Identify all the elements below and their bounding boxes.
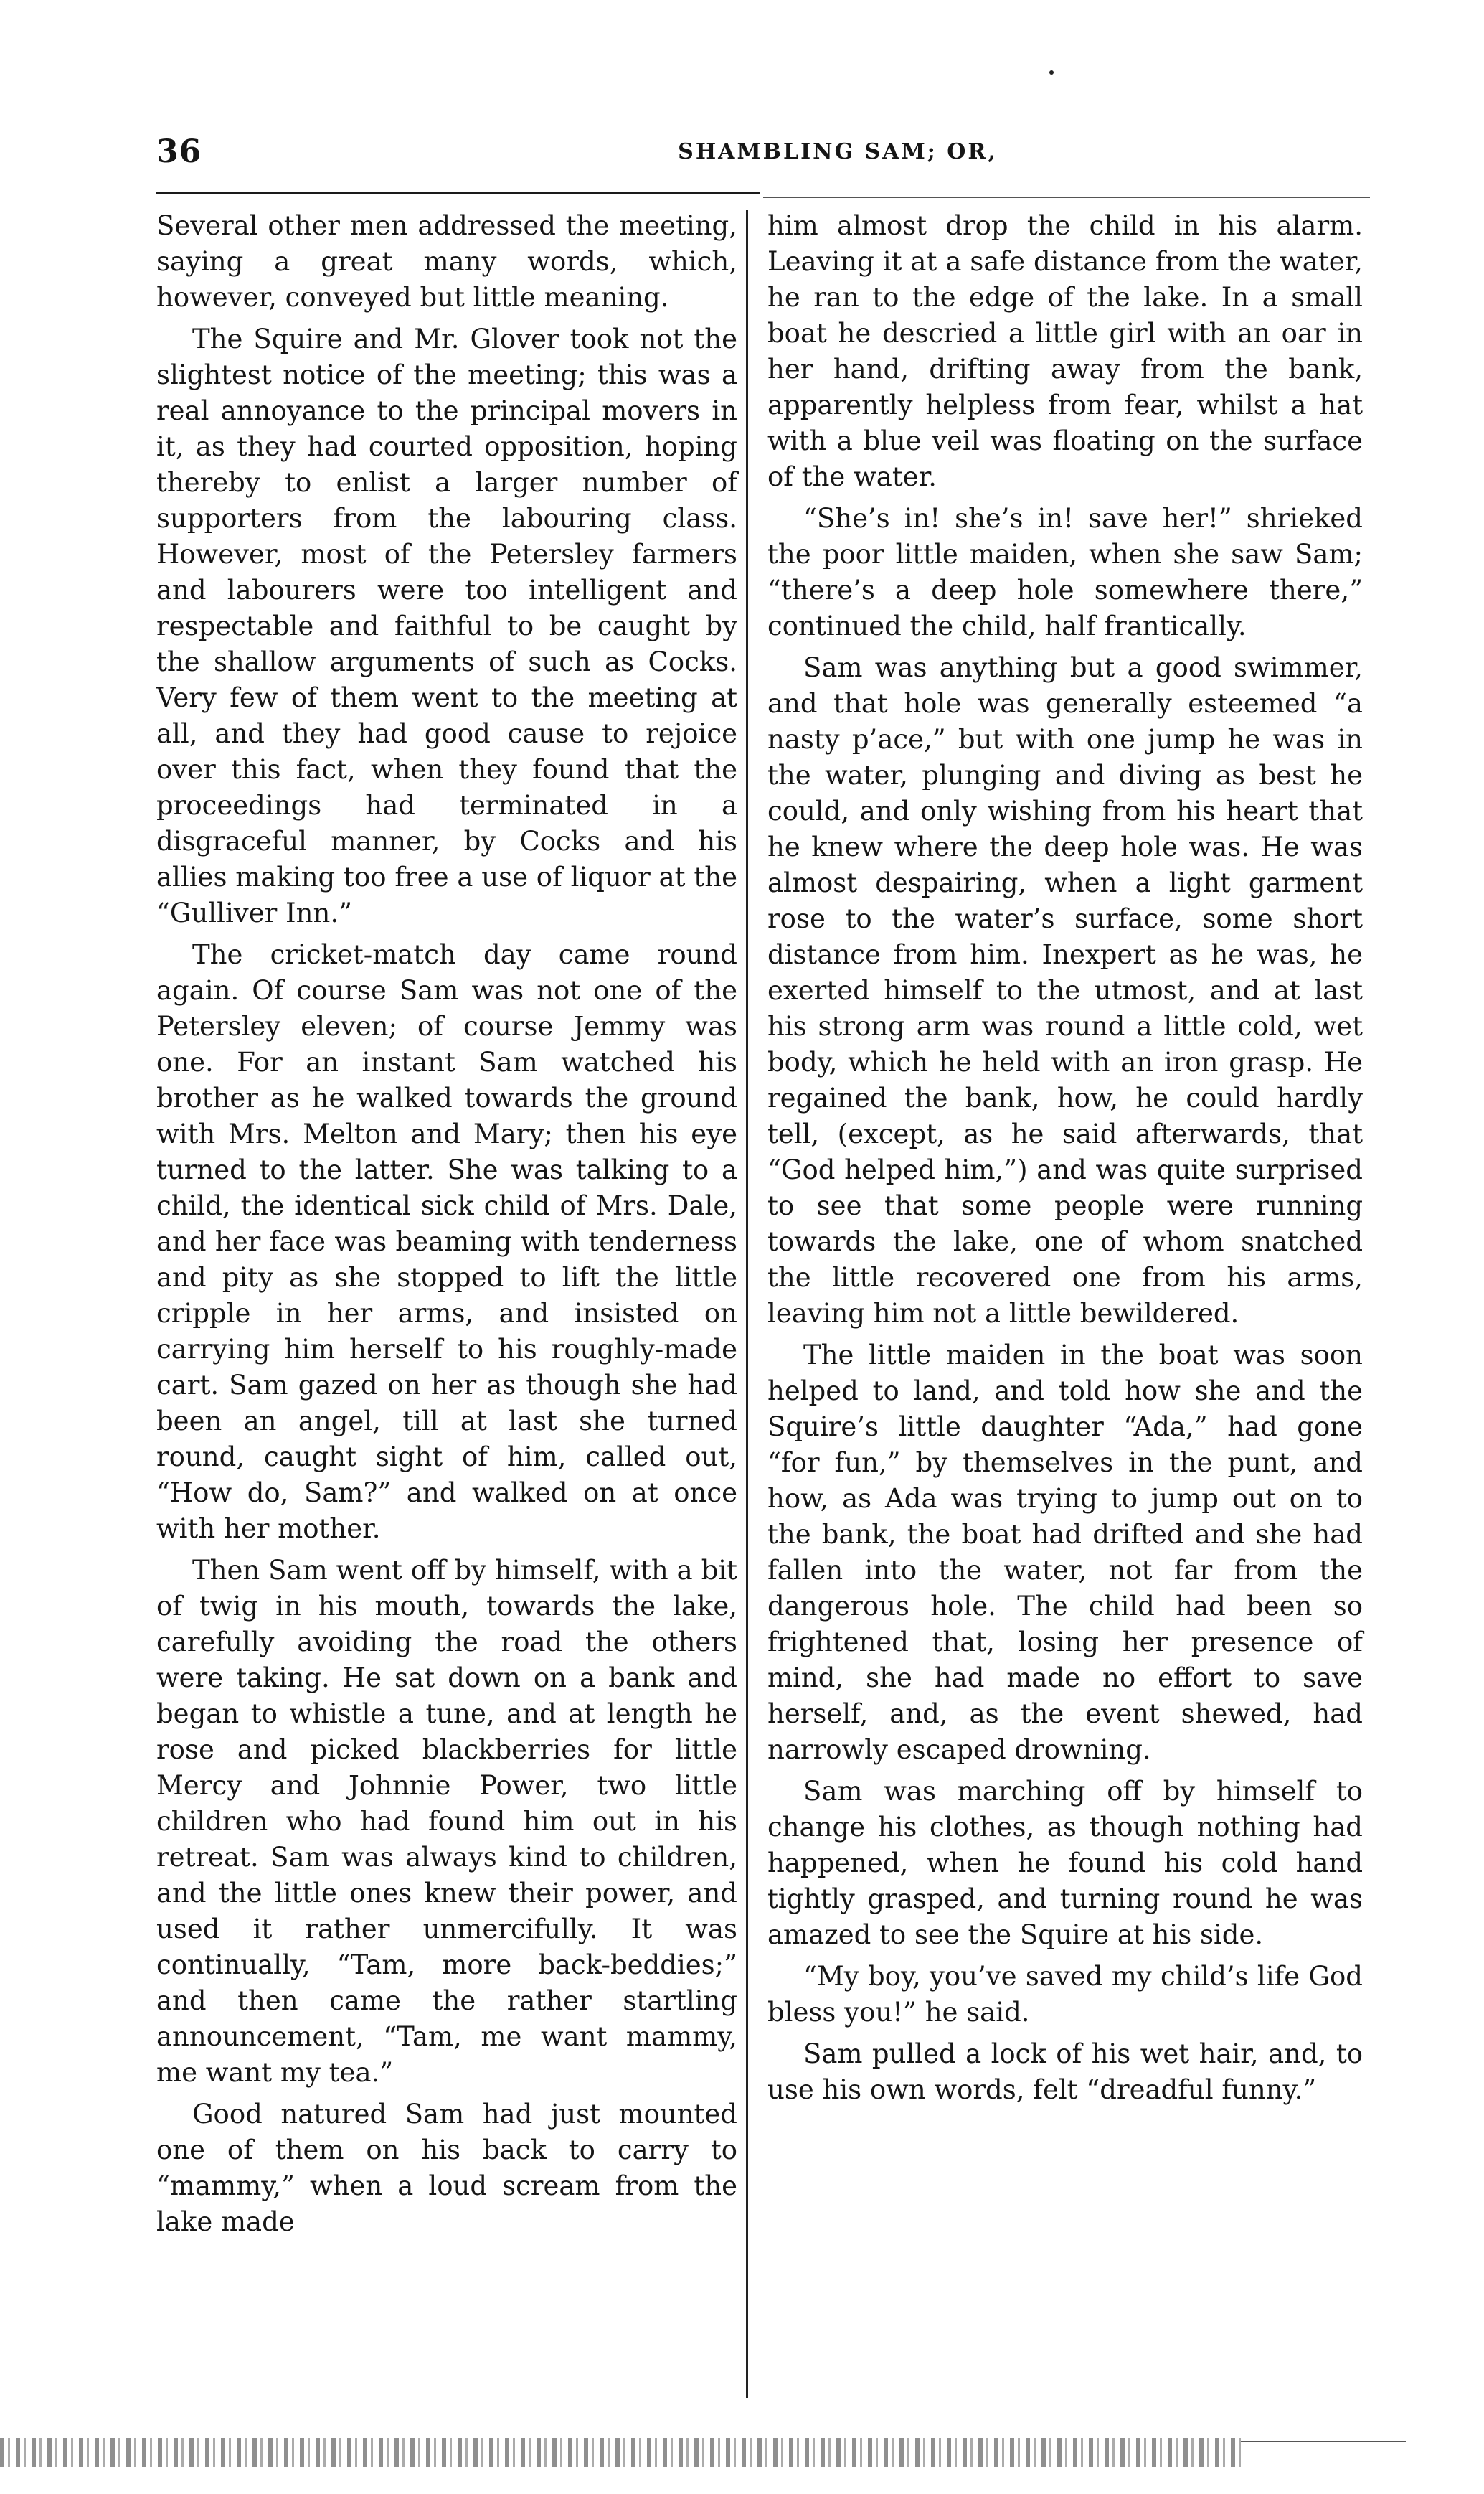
ink-speck xyxy=(1049,70,1054,75)
running-head: SHAMBLING SAM; OR, xyxy=(678,139,998,164)
header-rule xyxy=(156,192,760,194)
paragraph: Sam was anything but a good swimmer, and that hole was generally esteemed “a nasty p’ace,” but with one jump he was in the water, plunging and diving as best he could, and only wishing from his heart that he knew where the deep hole was. He was almost despairing, when a light garment rose to the water’s surface, some short distance from him. Inexpert as he was, he exerted himself to the utmost, and at last his strong arm was round a little cold, wet body, which he held with an iron grasp. He regained the bank, how, he could hardly tell, (except, as he said afterwards, that “God helped him,”) and was quite surprised to see that some people were running towards the lake, one of whom snatched the little recovered one from his arms, leaving him not a little bewildered. xyxy=(767,652,1363,1329)
paragraph: Good natured Sam had just mounted one of them on his back to carry to “mammy,” when a loud scream from the lake made xyxy=(156,2099,737,2237)
page-header xyxy=(156,133,1361,184)
left-column xyxy=(156,208,737,2246)
paragraph: The little maiden in the boat was soon helped to land, and told how she and the Squire’s little daughter “Ada,” had gone “for fun,” by themselves in the punt, and how, as Ada was trying to jump out on to the bank, the boat had drifted and she had fallen into the water, not far from the dangerous hole. The child had been so frightened that, losing her presence of mind, she had made no effort to save herself, and, as the event shewed, had narrowly escaped drowning. xyxy=(767,1340,1363,1765)
paragraph: The Squire and Mr. Glover took not the slightest notice of the meeting; this was a real annoyance to the principal movers in it, as they had courted opposition, hoping thereby to enlist a larger number of supporters from the labouring class. However, most of the Petersley farmers and labourers were too intelligent and respectable and faithful to be caught by the shallow arguments of such as Cocks. Very few of them went to the meeting at all, and they had good cause to rejoice over this fact, when they found that the proceedings had terminated in a disgraceful manner, by Cocks and his allies making too free a use of liquor at the “Gulliver Inn.” xyxy=(156,324,737,928)
paragraph: The cricket-match day came round again. Of course Sam was not one of the Petersley eleven; of course Jemmy was one. For an instant Sam watched his brother as he walked towards the ground with Mrs. Melton and Mary; then his eye turned to the latter. She was talking to a child, the identical sick child of Mrs. Dale, and her face was beaming with tenderness and pity as she stopped to lift the little cripple in her arms, and insisted on carrying him herself to his roughly-made cart. Sam gazed on her as though she had been an angel, till at last she turned round, caught sight of him, called out, “How do, Sam?” and walked on at once with her mother. xyxy=(156,939,737,1544)
paragraph: “My boy, you’ve saved my child’s life God bless you!” he said. xyxy=(767,1961,1363,2028)
paragraph: Then Sam went off by himself, with a bit of twig in his mouth, towards the lake, carefully avoiding the road the others were taking. He sat down on a bank and began to whistle a tune, and at length he rose and picked blackberries for little Mercy and Johnnie Power, two little children who had found him out in his retreat. Sam was always kind to children, and the little ones knew their power, and used it rather unmercifully. It was continually, “Tam, more back-beddies;” and then came the rather startling announcement, “Tam, me want mammy, me want my tea.” xyxy=(156,1555,737,2088)
right-column xyxy=(767,208,1363,2114)
bottom-rule xyxy=(1241,2441,1406,2442)
paragraph: “She’s in! she’s in! save her!” shrieked the poor little maiden, when she saw Sam; “there’s a deep hole somewhere there,” continued the child, half frantically. xyxy=(767,503,1363,641)
column-divider xyxy=(746,210,748,2398)
paragraph: Sam pulled a lock of his wet hair, and, to use his own words, felt “dreadful funny.” xyxy=(767,2038,1363,2105)
header-rule-right xyxy=(763,197,1370,198)
page-number: 36 xyxy=(156,133,202,170)
paragraph: Sam was marching off by himself to change his clothes, as though nothing had happened, when he found his cold hand tightly grasped, and turning round he was amazed to see the Squire at his side. xyxy=(767,1776,1363,1950)
paragraph: him almost drop the child in his alarm. Leaving it at a safe distance from the water, he ran to the edge of the lake. In a small boat he descried a little girl with an oar in her hand, drifting away from the bank, apparently helpless from fear, whilst a hat with a blue veil was floating on the surface of the water. xyxy=(767,210,1363,492)
paragraph: Several other men addressed the meeting, saying a great many words, which, however, conveyed but little meaning. xyxy=(156,210,737,313)
scan-artifact xyxy=(0,2438,1241,2467)
